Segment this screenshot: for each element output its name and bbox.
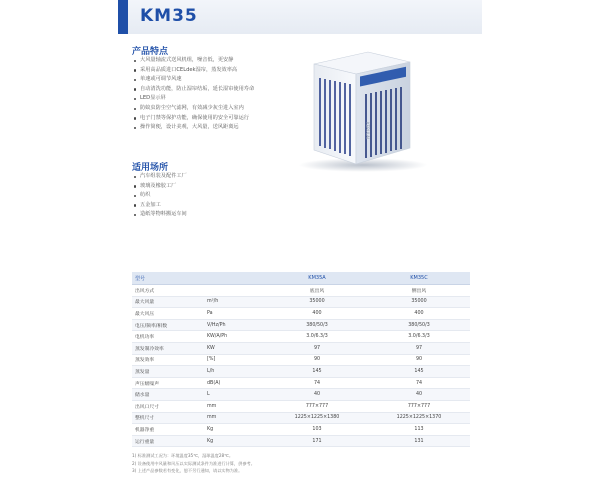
- table-cell: Pa: [204, 308, 266, 320]
- table-cell: 777×777: [266, 400, 368, 412]
- features-list: [132, 56, 254, 133]
- table-cell: KW/A/Ph: [204, 331, 266, 343]
- table-row: [132, 435, 470, 447]
- application-item: 玻璃及橡胶工厂: [132, 182, 187, 192]
- feature-item: 采用高品质进口CELdek湿帘，蒸发效率高: [132, 66, 254, 76]
- feature-item: 电子门禁等保护功能，确保使用的安全可靠运行: [132, 114, 254, 124]
- footnote: 1) 标准测试工况为：环境温度35℃，湿球温度28℃。: [132, 453, 234, 458]
- table-cell: 90: [266, 354, 368, 366]
- table-cell: Kg: [204, 424, 266, 436]
- feature-item: 单速或可调节风速: [132, 75, 254, 85]
- table-cell: 3.0/6.3/3: [368, 331, 470, 343]
- column-header: 型号: [132, 272, 204, 285]
- features-heading: 产品特点: [132, 47, 169, 57]
- application-item: 五金加工: [132, 201, 187, 211]
- table-cell: [204, 285, 266, 297]
- table-row: [132, 400, 470, 412]
- table-cell: [%]: [204, 354, 266, 366]
- table-cell: 运行重量: [132, 435, 204, 447]
- table-cell: mm: [204, 400, 266, 412]
- table-cell: 蒸发量: [132, 366, 204, 378]
- feature-item: LED显示屏: [132, 94, 254, 104]
- table-cell: 出风方式: [132, 285, 204, 297]
- footnote: 2) 设备使用中风量和风压以实际测试条件为准进行计算，供参考。: [132, 460, 255, 466]
- table-cell: 整机尺寸: [132, 412, 204, 424]
- table-cell: 90: [368, 354, 470, 366]
- table-cell: V/Hz/Ph: [204, 319, 266, 331]
- feature-item: 大风量轴流式送风机组，噪音低，更安静: [132, 56, 254, 66]
- table-cell: 机器净重: [132, 424, 204, 436]
- table-cell: 131: [368, 435, 470, 447]
- table-row: [132, 377, 470, 389]
- table-cell: 底出风: [266, 285, 368, 297]
- svg-text:KERULAI: KERULAI: [365, 122, 370, 140]
- table-cell: 777×777: [368, 400, 470, 412]
- table-cell: KW: [204, 342, 266, 354]
- table-row: [132, 296, 470, 308]
- table-cell: 171: [266, 435, 368, 447]
- table-row: [132, 342, 470, 354]
- table-cell: 145: [368, 366, 470, 378]
- table-cell: 400: [368, 308, 470, 320]
- spec-table-body: [132, 285, 470, 447]
- table-cell: 最大风压: [132, 308, 204, 320]
- table-cell: mm: [204, 412, 266, 424]
- spec-sheet-page: [118, 0, 482, 488]
- table-cell: 3.0/6.3/3: [266, 331, 368, 343]
- footnote: 3) 上述产品参数若有变化，恕不另行通知，请以实物为准。: [132, 468, 243, 474]
- table-cell: 400: [266, 308, 368, 320]
- table-row: [132, 319, 470, 331]
- table-cell: 113: [368, 424, 470, 436]
- table-cell: 97: [266, 342, 368, 354]
- air-cooler-illustration: [306, 50, 416, 168]
- application-item: 纺织: [132, 191, 187, 201]
- table-cell: 103: [266, 424, 368, 436]
- table-row: [132, 308, 470, 320]
- table-cell: 40: [368, 389, 470, 401]
- table-cell: 97: [368, 342, 470, 354]
- table-cell: 储水量: [132, 389, 204, 401]
- table-cell: dB(A): [204, 377, 266, 389]
- table-row: [132, 285, 470, 297]
- table-cell: 35000: [266, 296, 368, 308]
- feature-item: 防蚊虫防尘空气滤网，有效减少灰尘进入室内: [132, 104, 254, 114]
- feature-item: 操作简便，设计美观，大风量，送风距离远: [132, 123, 254, 133]
- table-row: [132, 389, 470, 401]
- table-cell: 蒸发效率: [132, 354, 204, 366]
- table-cell: 蒸发制冷效率: [132, 342, 204, 354]
- table-cell: 1225×1225×1370: [368, 412, 470, 424]
- table-header-row: [132, 272, 470, 285]
- table-cell: 380/50/3: [368, 319, 470, 331]
- applications-list: [132, 172, 187, 220]
- table-cell: Kg: [204, 435, 266, 447]
- table-cell: 电机功率: [132, 331, 204, 343]
- table-cell: 1225×1225×1380: [266, 412, 368, 424]
- column-header: KM35C: [368, 272, 470, 285]
- column-header: KM35A: [266, 272, 368, 285]
- table-cell: m³/h: [204, 296, 266, 308]
- application-item: 造纸等物料搬运车间: [132, 210, 187, 220]
- table-cell: 74: [368, 377, 470, 389]
- table-row: [132, 354, 470, 366]
- product-image: [306, 50, 416, 168]
- table-cell: 35000: [368, 296, 470, 308]
- feature-item: 自动清洗功能，防止湿帘结垢，延长湿帘使用寿命: [132, 85, 254, 95]
- footnotes: [132, 452, 462, 475]
- spec-table: [132, 272, 470, 447]
- table-row: [132, 412, 470, 424]
- applications-heading: 适用场所: [132, 163, 169, 173]
- table-cell: 40: [266, 389, 368, 401]
- table-row: [132, 331, 470, 343]
- table-row: [132, 424, 470, 436]
- table-cell: 声压级噪声: [132, 377, 204, 389]
- header-accent-stripe: [118, 0, 128, 34]
- table-cell: 侧出风: [368, 285, 470, 297]
- header-bar: [118, 0, 482, 34]
- table-cell: 74: [266, 377, 368, 389]
- table-cell: 出风口尺寸: [132, 400, 204, 412]
- table-cell: L/h: [204, 366, 266, 378]
- application-item: 汽车组装及配件工厂: [132, 172, 187, 182]
- table-cell: 145: [266, 366, 368, 378]
- table-cell: L: [204, 389, 266, 401]
- table-cell: 最大风量: [132, 296, 204, 308]
- page-title: KM35: [140, 6, 198, 26]
- table-cell: 电压/频率/相数: [132, 319, 204, 331]
- table-cell: 380/50/3: [266, 319, 368, 331]
- table-row: [132, 366, 470, 378]
- column-header: [204, 272, 266, 285]
